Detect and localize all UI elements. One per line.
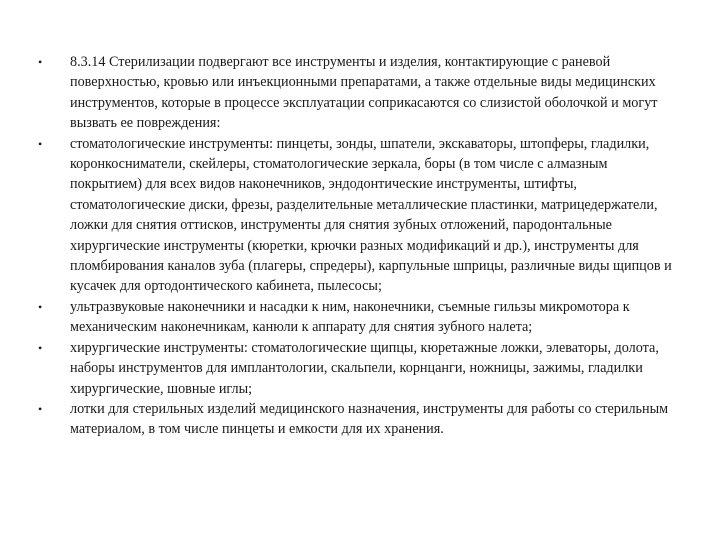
list-item-text: ультразвуковые наконечники и насадки к ним, наконечники, съемные гильзы микромотора к механическим наконечникам, канюли к аппарату для снятия зубного налета; <box>70 298 630 336</box>
bullet-icon: • <box>38 340 43 355</box>
list-item <box>38 134 678 297</box>
bullet-icon: • <box>38 299 43 314</box>
list-item <box>38 52 678 134</box>
bullet-icon: • <box>38 136 43 151</box>
list-item <box>38 338 678 399</box>
list-item-text: лотки для стерильных изделий медицинского назначения, инструменты для работы со стерильным материалом, в том числе пинцеты и емкости для их хранения. <box>70 400 669 438</box>
list-item <box>38 399 678 440</box>
list-item-text: стоматологические инструменты: пинцеты, зонды, шпатели, экскаваторы, штопферы, гладилки, коронкосниматели, скейлеры, стоматологические зеркала, боры (в том числе с алмазным покрытием) для всех видов наконечников, эндодонтические инструменты, штифты, стоматологические диски, фрезы, разделительные металлические пластинки, матрицедержатели, ложки для снятия оттисков, инструменты для снятия зубных отложений, пародонтальные хирургические инструменты (кюретки, крючки разных модификаций и др.), инструменты для пломбирования каналов зуба (плагеры, спредеры), карпульные шприцы, различные виды щипцов и кусачек для ортодонтического кабинета, пылесосы; <box>70 135 672 295</box>
bullet-icon: • <box>38 401 43 416</box>
bullet-icon: • <box>38 55 43 69</box>
list-item <box>38 297 678 338</box>
list-item-text: хирургические инструменты: стоматологические щипцы, кюретажные ложки, элеваторы, долота, наборы инструментов для имплантологии, скальпели, корнцанги, ножницы, зажимы, гладилки хирургические, шовные иглы; <box>70 339 659 397</box>
bullet-list <box>38 52 678 440</box>
list-item-text: 8.3.14 Стерилизации подвергают все инструменты и изделия, контактирующие с раневой поверхностью, кровью или инъекционными препаратами, а также отдельные виды медицинских инструментов, которые в процессе эксплуатации соприкасаются со слизистой оболочкой и могут вызвать ее повреждения: <box>70 54 658 132</box>
